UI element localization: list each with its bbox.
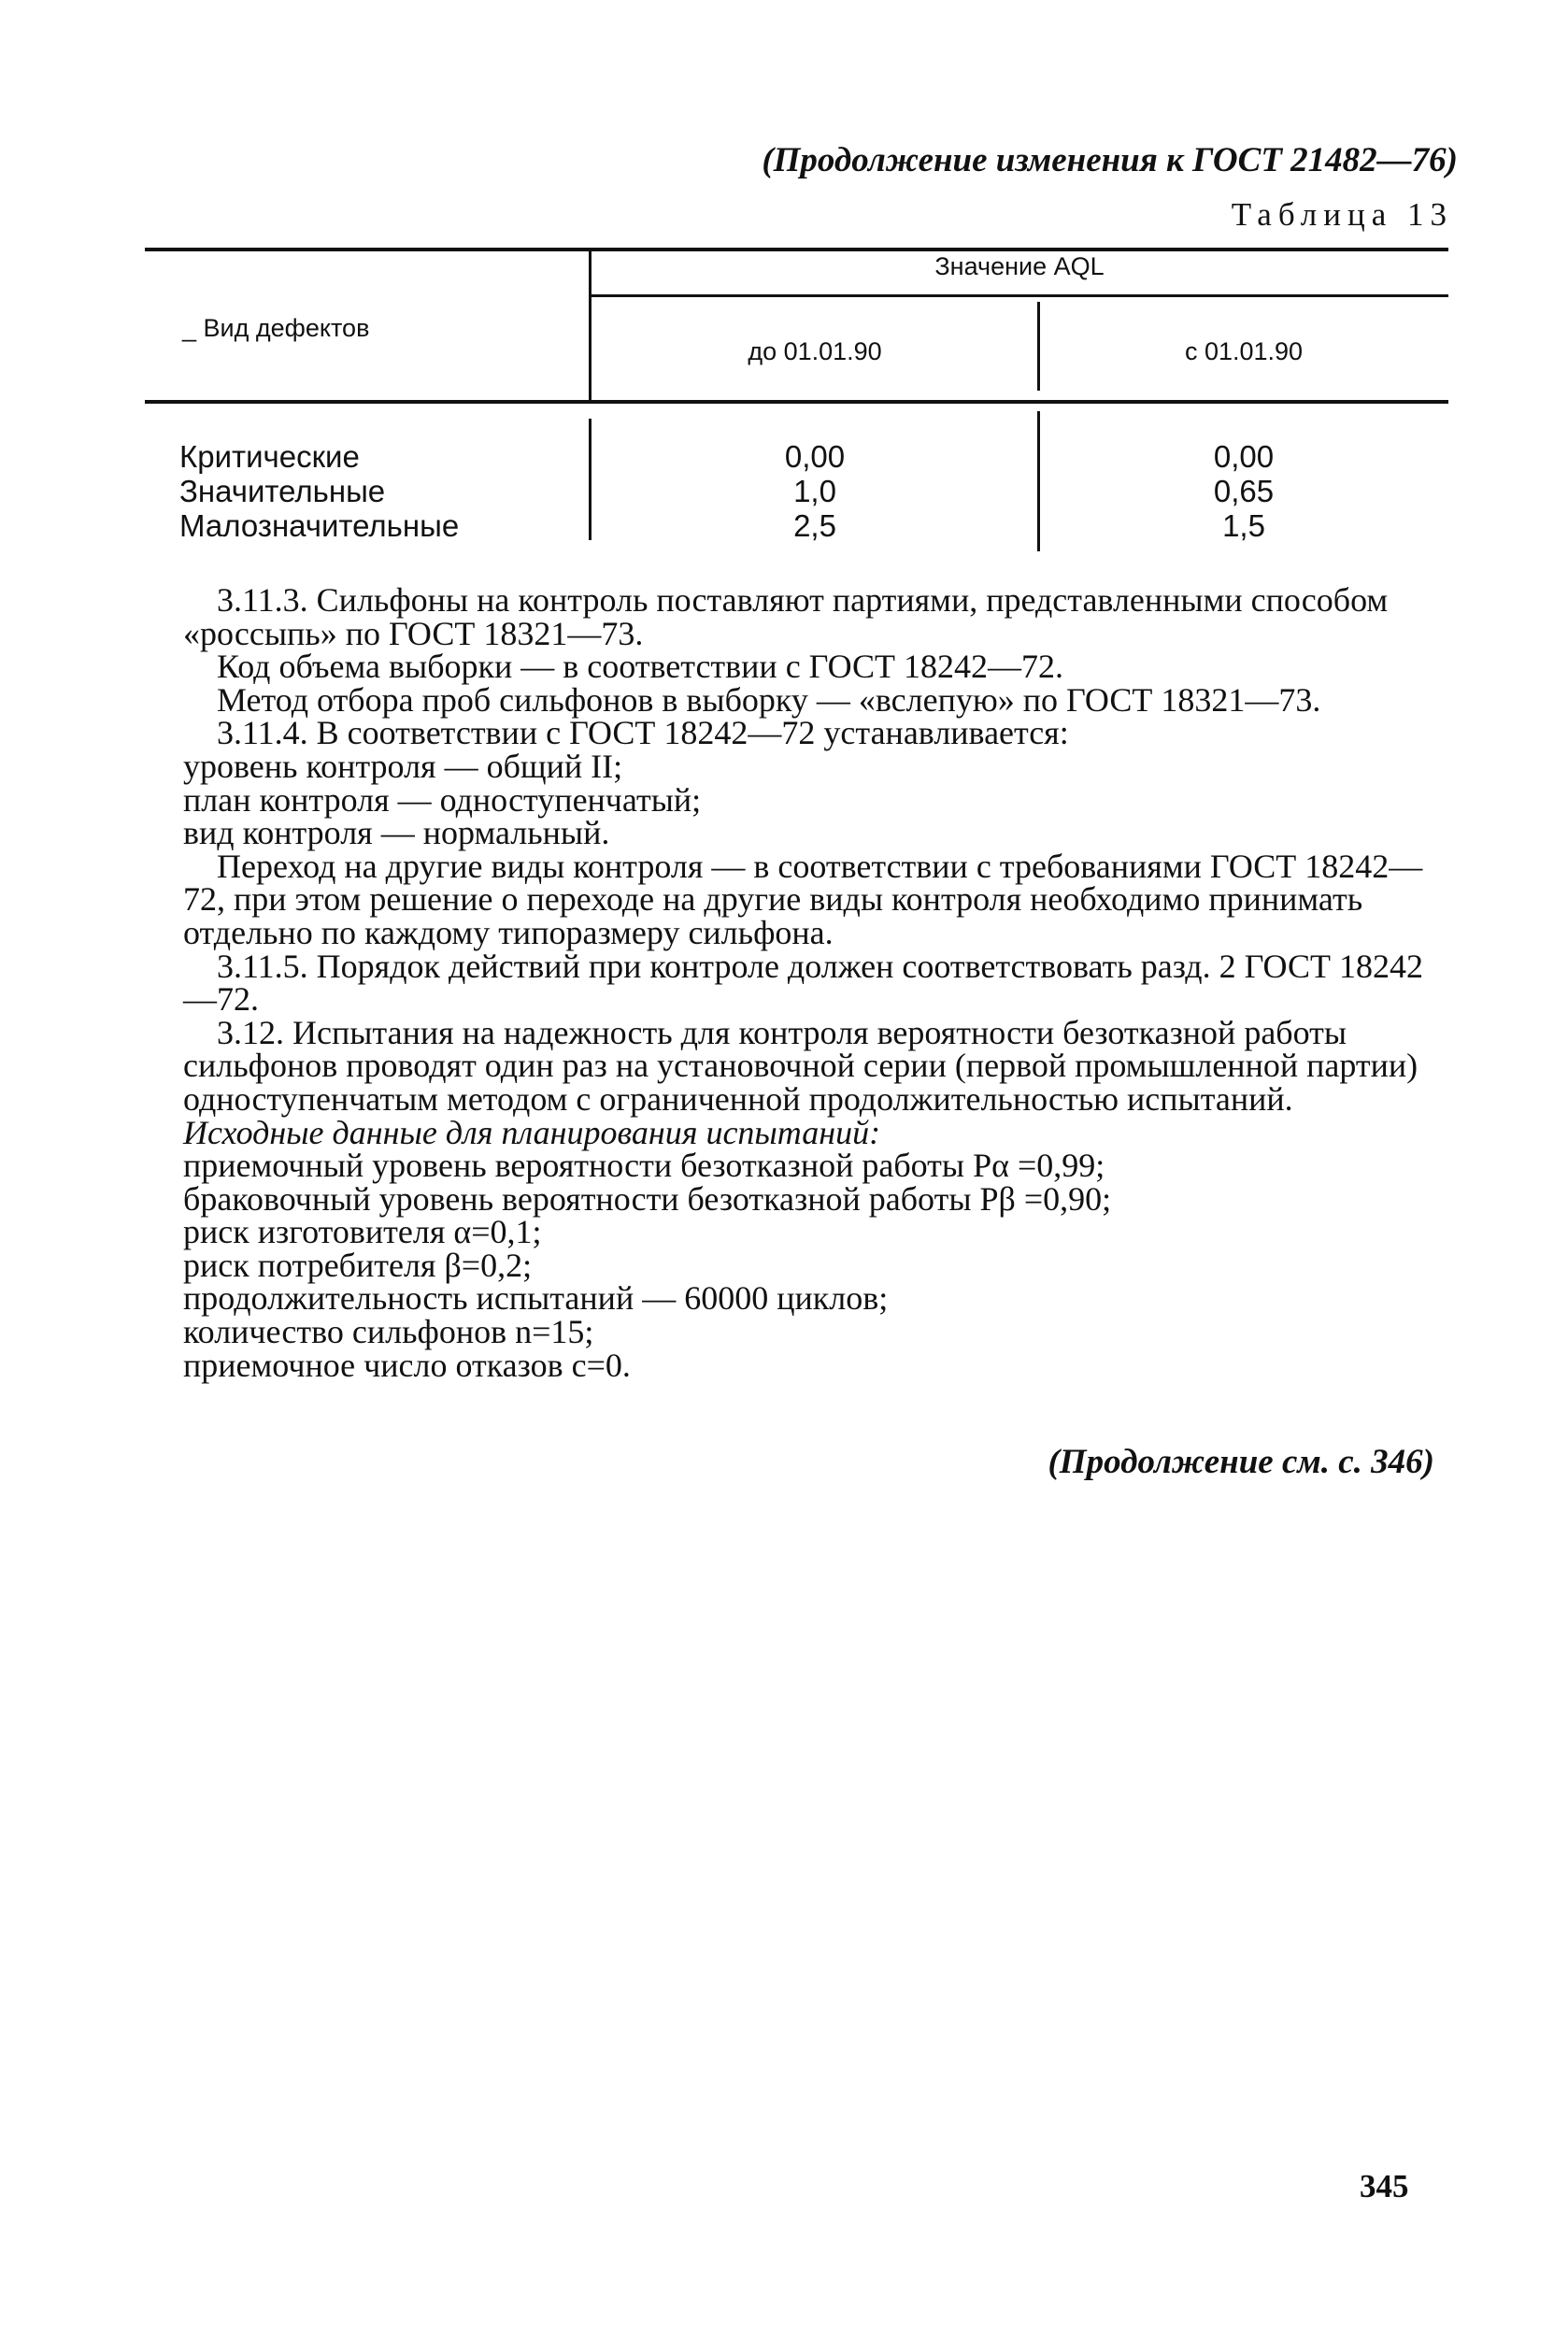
table-cell: 1,5 [1222,508,1265,543]
list-item: риск потребителя β=0,2; [183,1246,533,1284]
col-after-1990-header: с 01.01.90 [1184,337,1304,365]
page-number: 345 [1360,2168,1409,2204]
paragraph-heading: Исходные данные для планирования испытаний: [183,1113,881,1151]
continuation-footer: (Продолжение см. с. 346) [1048,1443,1434,1481]
continuation-header: (Продолжение изменения к ГОСТ 21482—76) [762,141,1458,179]
aql-after-column [1039,439,1448,543]
col-before-1990-header: до 01.01.90 [748,337,882,365]
list-item: уровень контроля — общий II; [183,747,623,785]
table-top-rule [145,248,1448,251]
aql-group-header: Значение AQL [934,252,1105,280]
table-header-rule [145,400,1448,404]
table-cell: 0,65 [1213,474,1275,508]
paragraph: Код объема выборки — в соответствии с ГОСТ 18242—72. [217,648,1064,686]
table-label: Таблица 13 [1231,196,1453,233]
table-cell: 0,00 [1213,439,1275,474]
list-item: продолжительность испытаний — 60000 циклов; [183,1279,889,1318]
table-cell: Критические [179,439,360,474]
paragraph: 3.12. Испытания на надежность для контроля вероятности безотказной работы сильфонов проводят один раз на установочной серии (первой промышленной партии) одноступенчатым методом с ограниченной продолжительностью испытаний. [183,1013,1418,1118]
aql-before-column [591,439,1039,543]
defect-type-header: _ Вид дефектов [182,314,370,342]
table-cell: 2,5 [793,508,836,543]
paragraph: 3.11.5. Порядок действий при контроле должен соответствовать разд. 2 ГОСТ 18242—72. [183,947,1423,1019]
table-subheader-rule [591,294,1448,297]
list-item: приемочный уровень вероятности безотказной работы Pα =0,99; [183,1147,1105,1185]
list-item: риск изготовителя α=0,1; [183,1213,542,1251]
paragraph: 3.11.4. В соответствии с ГОСТ 18242—72 устанавливается: [217,714,1069,752]
paragraph: Переход на другие виды контроля — в соответствии с требованиями ГОСТ 18242—72, при этом решение о переходе на другие виды контроля необходимо принимать отдельно по каждому типоразмеру сильфона. [183,847,1423,951]
main-text [183,581,1445,1384]
list-item: браковочный уровень вероятности безотказной работы Pβ =0,90; [183,1179,1112,1218]
table-cell: 1,0 [793,474,836,508]
table-cell: Малозначительные [179,508,460,543]
list-item: количество сильфонов n=15; [183,1313,594,1351]
paragraph: 3.11.3. Сильфоны на контроль поставляют партиями, представленными способом «россыпь» по ГОСТ 18321—73. [183,581,1389,652]
list-item: вид контроля — нормальный. [183,814,610,852]
table-cell: Значительные [179,474,386,508]
defect-type-column [179,439,459,543]
list-item: план контроля — одноступенчатый; [183,780,702,819]
table-cell: 0,00 [784,439,846,474]
list-item: приемочное число отказов c=0. [183,1346,631,1384]
paragraph: Метод отбора проб сильфонов в выборку — «вслепую» по ГОСТ 18321—73. [217,680,1321,719]
